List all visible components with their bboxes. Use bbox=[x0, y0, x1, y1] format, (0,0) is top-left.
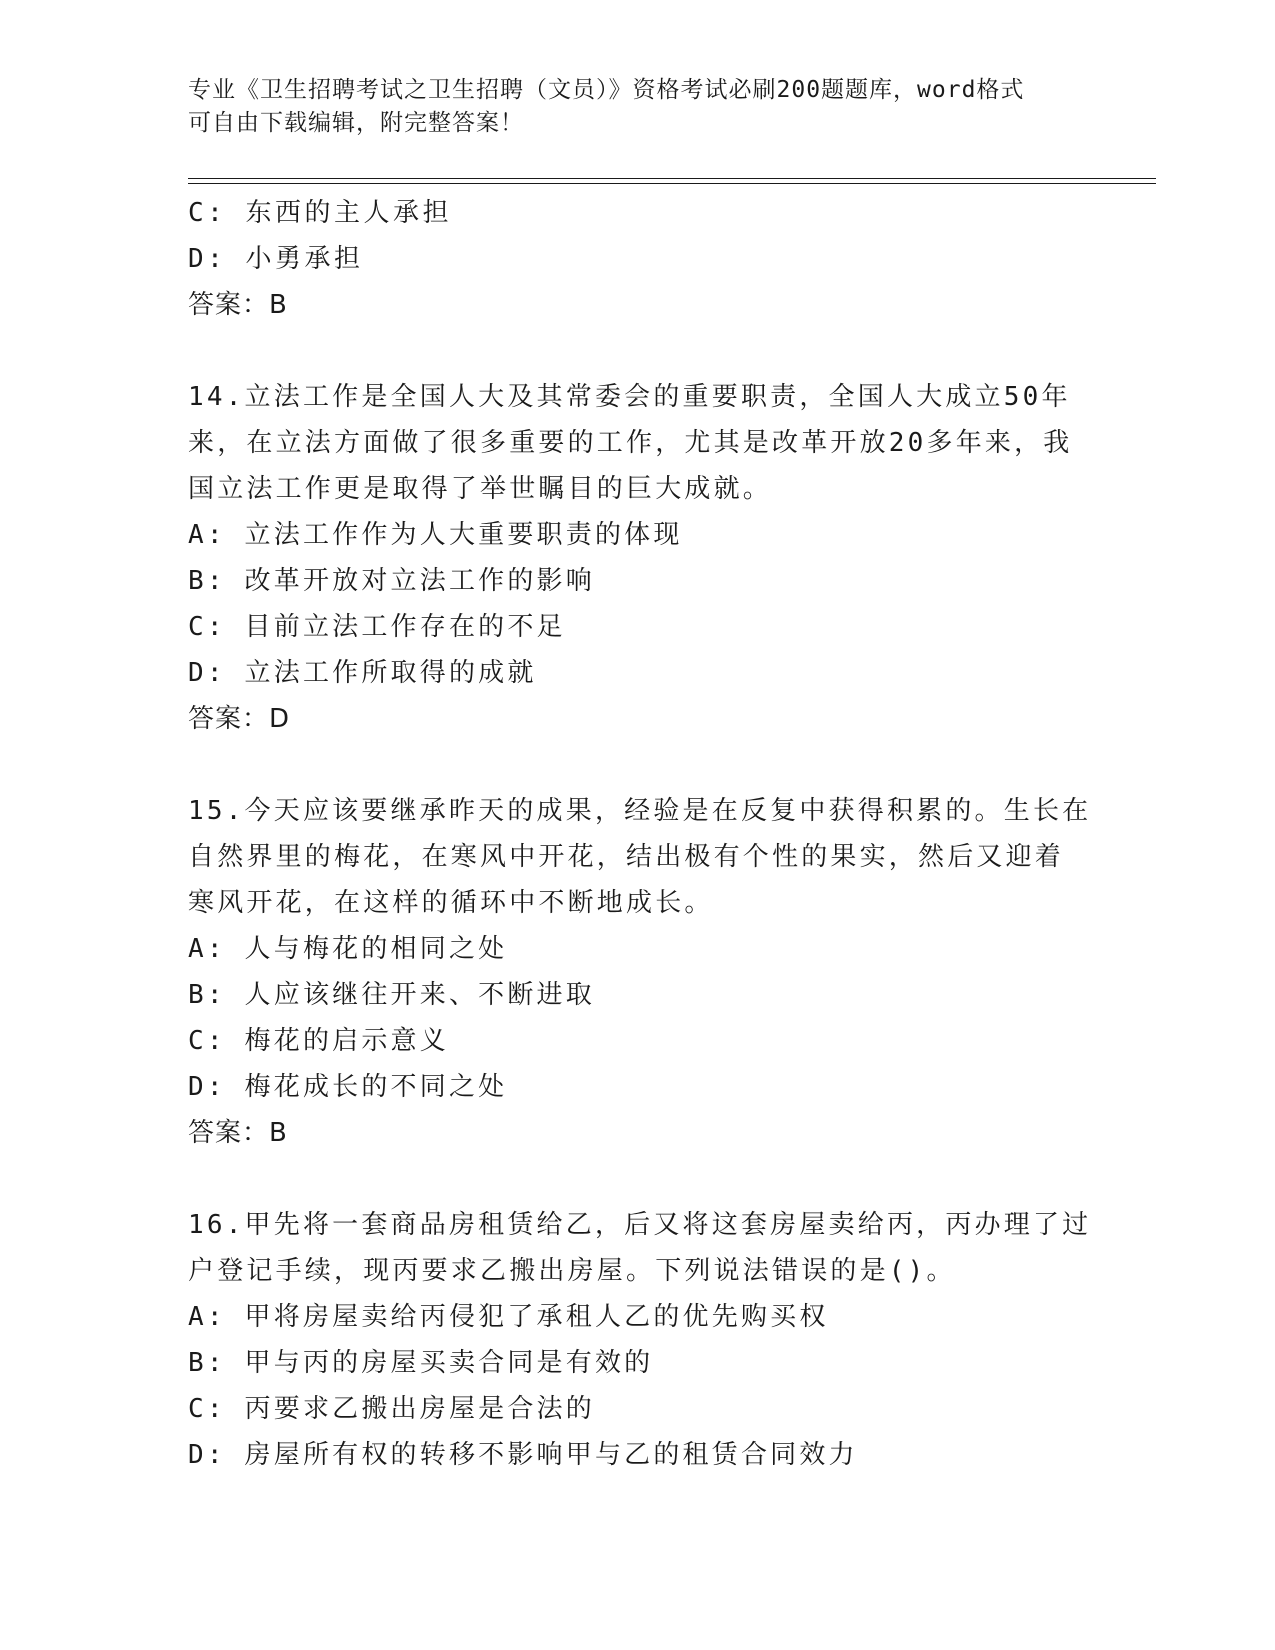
question-13-tail bbox=[188, 190, 1088, 328]
answer-line: 答案：B bbox=[188, 290, 288, 320]
question-text-line: 国立法工作更是取得了举世瞩目的巨大成就。 bbox=[188, 474, 773, 504]
question-text-line: 自然界里的梅花，在寒风中开花，结出极有个性的果实，然后又迎着 bbox=[188, 842, 1065, 872]
question-text-line: 寒风开花，在这样的循环中不断地成长。 bbox=[188, 888, 714, 918]
question-text-line: 15.今天应该要继承昨天的成果，经验是在反复中获得积累的。生长在 bbox=[188, 796, 1092, 826]
option-c: C: 丙要求乙搬出房屋是合法的 bbox=[188, 1394, 595, 1424]
question-15 bbox=[188, 788, 1092, 1156]
option-d: D: 小勇承担 bbox=[188, 244, 364, 274]
answer-line: 答案：B bbox=[188, 1118, 288, 1148]
option-a: A: 甲将房屋卖给丙侵犯了承租人乙的优先购买权 bbox=[188, 1302, 829, 1332]
option-a: A: 立法工作作为人大重要职责的体现 bbox=[188, 520, 683, 550]
option-d: D: 房屋所有权的转移不影响甲与乙的租赁合同效力 bbox=[188, 1440, 858, 1470]
option-b: B: 甲与丙的房屋买卖合同是有效的 bbox=[188, 1348, 654, 1378]
option-c: C: 东西的主人承担 bbox=[188, 198, 452, 228]
question-14 bbox=[188, 374, 1088, 742]
question-text-line: 16.甲先将一套商品房租赁给乙，后又将这套房屋卖给丙，丙办理了过 bbox=[188, 1210, 1092, 1240]
answer-line: 答案：D bbox=[188, 704, 291, 734]
header-divider-top bbox=[188, 178, 1156, 179]
document-body bbox=[188, 190, 1092, 1478]
option-d: D: 梅花成长的不同之处 bbox=[188, 1072, 508, 1102]
option-b: B: 人应该继往开来、不断进取 bbox=[188, 980, 595, 1010]
question-16 bbox=[188, 1202, 1092, 1478]
option-a: A: 人与梅花的相同之处 bbox=[188, 934, 508, 964]
question-text-line: 来，在立法方面做了很多重要的工作，尤其是改革开放20多年来，我 bbox=[188, 428, 1073, 458]
option-d: D: 立法工作所取得的成就 bbox=[188, 658, 537, 688]
spacer bbox=[188, 328, 1088, 374]
option-c: C: 梅花的启示意义 bbox=[188, 1026, 449, 1056]
spacer bbox=[188, 742, 1088, 788]
spacer bbox=[188, 1156, 1088, 1202]
page-header bbox=[188, 74, 1068, 140]
question-text-line: 户登记手续，现丙要求乙搬出房屋。下列说法错误的是()。 bbox=[188, 1256, 956, 1286]
header-title-line-1: 专业《卫生招聘考试之卫生招聘（文员）》资格考试必刷200题题库，word格式 bbox=[188, 77, 1025, 103]
option-b: B: 改革开放对立法工作的影响 bbox=[188, 566, 595, 596]
header-divider-bottom bbox=[188, 183, 1156, 184]
header-title-line-2: 可自由下载编辑，附完整答案！ bbox=[188, 110, 524, 136]
option-c: C: 目前立法工作存在的不足 bbox=[188, 612, 566, 642]
question-text-line: 14.立法工作是全国人大及其常委会的重要职责，全国人大成立50年 bbox=[188, 382, 1071, 412]
